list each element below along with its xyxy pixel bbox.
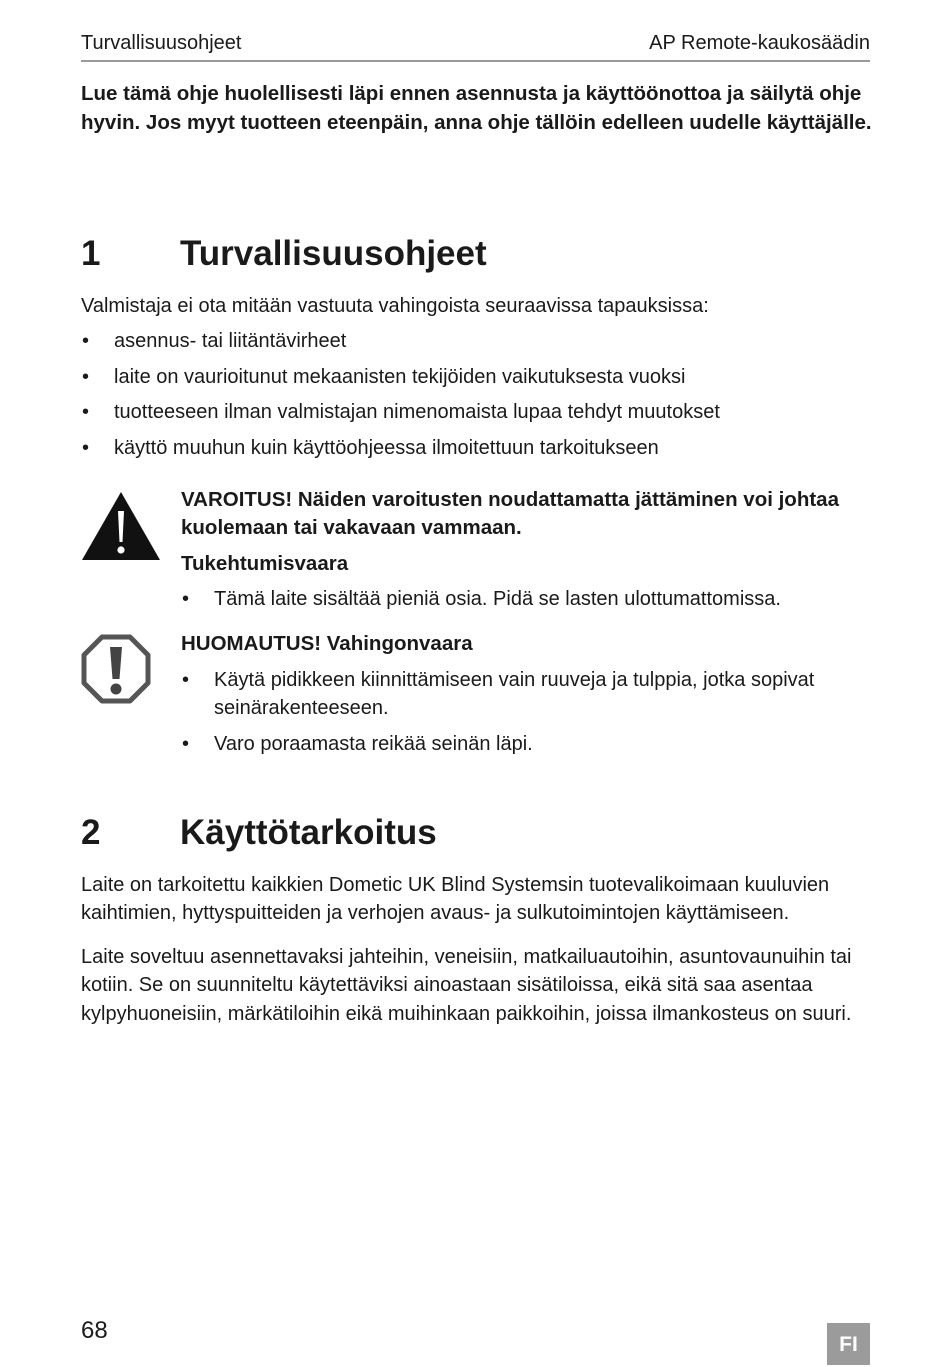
intro-notice: Lue tämä ohje huolellisesti läpi ennen asennusta ja käyttöönottoa ja säilytä ohje hyvin. Jos myyt tuotteen eteenpäin, anna ohje tällöin edelleen uudelle käyttäjälle. — [81, 82, 872, 134]
section-2-number: 2 — [81, 813, 101, 852]
notice-octagon-icon — [80, 633, 152, 705]
list-item: • käyttö muuhun kuin käyttöohjeessa ilmoitettuun tarkoitukseen — [82, 436, 659, 459]
header-divider — [81, 60, 870, 62]
warning-list — [181, 585, 871, 621]
page-number: 68 — [81, 1317, 108, 1344]
section-2-paragraph: Laite on tarkoitettu kaikkien Dometic UK Blind Systemsin tuotevalikoimaan kuuluvien kaihtimien, hyttyspuitteiden ja verhojen avaus- ja sulkutoimintojen käyttämiseen. — [81, 874, 830, 925]
list-item: • asennus- tai liitäntävirheet — [82, 330, 347, 352]
header-product-name: AP Remote-kaukosäädin — [649, 32, 870, 54]
notice-title: HUOMAUTUS! Vahingonvaara — [181, 632, 473, 655]
section-2-paragraph: Laite soveltuu asennettavaksi jahteihin, veneisiin, matkailuautoihin, asuntovaunuihin tai kotiin. Se on suunniteltu käytettäviksi ainoastaan sisätiloissa, eikä sitä saa asentaa kylpyhuoneisiin, märkätiloihin eikä muihinkaan paikkoihin, joissa ilmankosteus on suuri. — [81, 946, 852, 1025]
liability-list — [81, 327, 873, 469]
language-badge: FI — [827, 1323, 870, 1365]
list-item: • Varo poraamasta reikää seinän läpi. — [182, 733, 533, 756]
list-item: • laite on vaurioitunut mekaanisten tekijöiden vaikutuksesta vuoksi — [82, 365, 686, 388]
header-section-title: Turvallisuusohjeet — [81, 32, 242, 54]
warning-title: VAROITUS! Näiden varoitusten noudattamatta jättäminen voi johtaa kuolemaan tai vakavaan vammaan. — [181, 488, 839, 540]
section-2-title: Käyttötarkoitus — [180, 813, 437, 852]
section-1-lead: Valmistaja ei ota mitään vastuuta vahingoista seuraavissa tapauksissa: — [81, 295, 709, 317]
section-1-number: 1 — [81, 234, 101, 273]
warning-triangle-icon — [80, 490, 162, 562]
list-item: • Tämä laite sisältää pieniä osia. Pidä se lasten ulottumattomissa. — [182, 588, 781, 610]
section-1-title: Turvallisuusohjeet — [180, 234, 487, 273]
warning-subheading: Tukehtumisvaara — [181, 552, 349, 575]
list-item: • Käytä pidikkeen kiinnittämiseen vain ruuveja ja tulppia, jotka sopivat seinärakenteeseen. — [182, 669, 815, 720]
list-item: • tuotteeseen ilman valmistajan nimenomaista lupaa tehdyt muutokset — [82, 401, 720, 423]
notice-list — [181, 666, 871, 766]
